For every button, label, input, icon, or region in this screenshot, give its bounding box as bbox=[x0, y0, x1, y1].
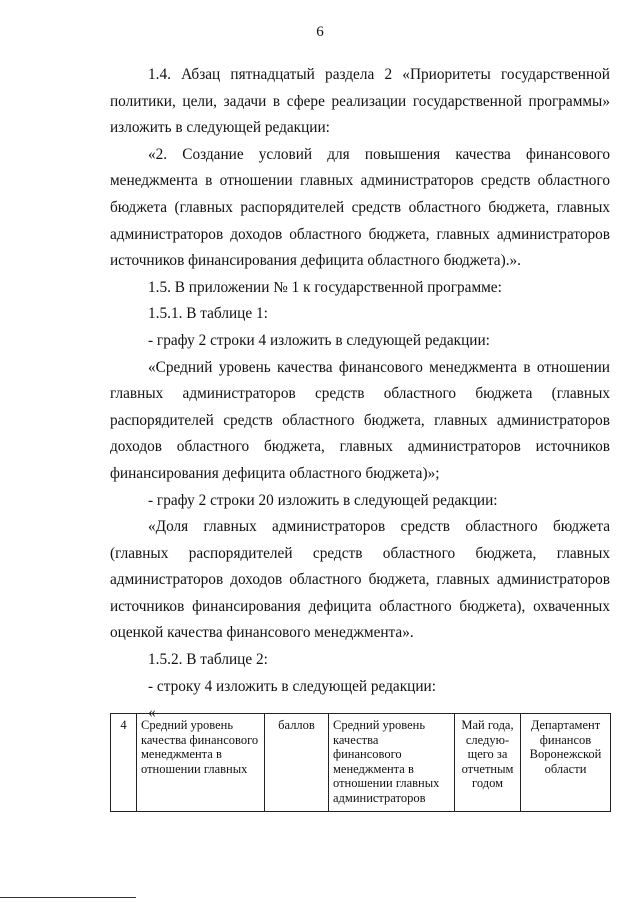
paragraph-quote-share: «Доля главных администраторов средств областного бюджета (главных распорядителей средств областного бюджета, главных администраторов доходов областного бюджета, главных администраторов источников финансирования дефицита областного бюджета), охваченных оценкой качества финансового менеджмента». bbox=[110, 518, 610, 642]
paragraph-column2-row20: - графу 2 строки 20 изложить в следующей редакции: bbox=[148, 491, 498, 509]
cell-indicator: Средний уровень качества финансового менеджмента в отношении главных bbox=[137, 714, 265, 812]
paragraph-row4: - строку 4 изложить в следующей редакции: bbox=[148, 677, 436, 695]
paragraph-column2-row4: - графу 2 строки 4 изложить в следующей редакции: bbox=[148, 331, 490, 349]
indicator-table bbox=[110, 713, 611, 812]
page-number: 6 bbox=[316, 24, 324, 40]
cell-definition: Средний уровень качества финансового менеджмента в отношении главных администраторов bbox=[329, 714, 455, 812]
paragraph-quote-2: «2. Создание условий для повышения качества финансового менеджмента в отношении главных администраторов средств областного бюджета (главных распорядителей средств областного бюджета, главных администраторов доходов областного бюджета, главных администраторов источников финансирования дефицита областного бюджета).». bbox=[110, 145, 610, 270]
paragraph-open-quote: « bbox=[148, 704, 156, 722]
cell-responsible: Департамент финансов Воронежской области bbox=[521, 714, 611, 812]
document-body bbox=[110, 62, 610, 727]
cell-row-number: 4 bbox=[111, 714, 137, 812]
paragraph-1-4: 1.4. Абзац пятнадцатый раздела 2 «Приоритеты государственной политики, цели, задачи в сфере реализации государственной программы» изложить в следующей редакции: bbox=[110, 66, 610, 137]
table-row bbox=[111, 714, 611, 812]
paragraph-1-5-2: 1.5.2. В таблице 2: bbox=[148, 651, 268, 669]
footer-divider bbox=[0, 897, 136, 898]
cell-timing: Май года, следую-щего за отчетным годом bbox=[455, 714, 521, 812]
paragraph-1-5-1: 1.5.1. В таблице 1: bbox=[148, 305, 268, 323]
paragraph-1-5: 1.5. В приложении № 1 к государственной программе: bbox=[148, 278, 502, 296]
cell-unit: баллов bbox=[265, 714, 329, 812]
paragraph-quote-average-level: «Средний уровень качества финансового менеджмента в отношении главных администраторов средств областного бюджета (главных распорядителей средств областного бюджета, главных администраторов доходов областного бюджета, главных администраторов источников финансирования дефицита областного бюджета)»; bbox=[110, 358, 610, 482]
